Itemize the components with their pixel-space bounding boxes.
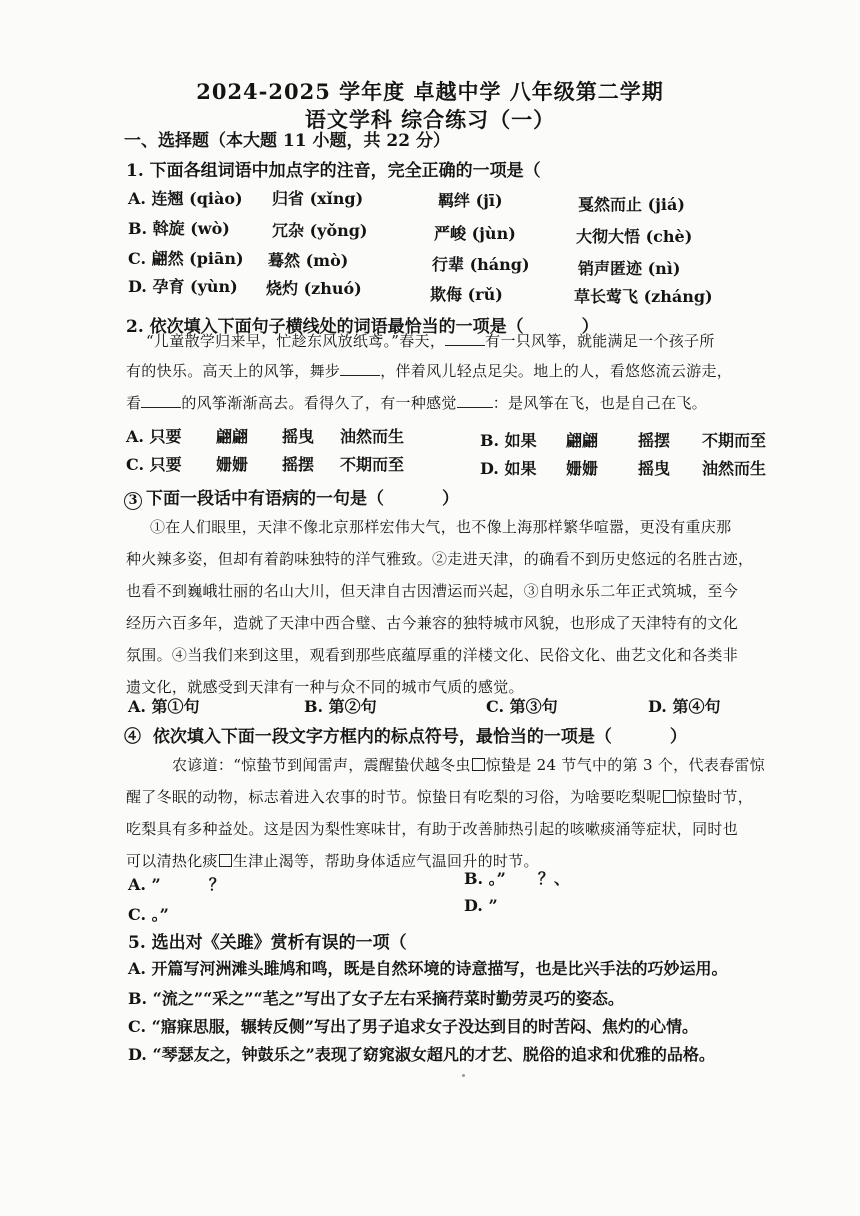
q1-option-d-4: 草长莺飞 (zháng) — [574, 287, 713, 306]
q3-passage-line5: 氛围。④当我们来到这里，观看到那些底蕴厚重的洋楼文化、民俗文化、曲艺文化和各类非 — [126, 646, 739, 664]
q5-option-d: D. “琴瑟友之，钟鼓乐之”表现了窈窕淑女超凡的才艺、脱俗的追求和优雅的品格。 — [128, 1045, 715, 1064]
fill-blank-2 — [340, 361, 380, 376]
q2-passage-seg5: 看 — [126, 394, 142, 412]
q3-passage-line2: 种火辣多姿，但却有着韵味独特的洋气雅致。②走进天津，的确看不到历史悠远的名胜古迹， — [126, 550, 754, 568]
fill-blank-4 — [457, 393, 493, 408]
q1-option-c-1: C. 翩然 (piān) — [128, 249, 244, 268]
q1-option-c-4: 销声匿迹 (nì) — [578, 259, 681, 278]
q5-option-a: A. 开篇写河洲滩头雎鸠和鸣，既是自然环境的诗意描写，也是比兴手法的巧妙运用。 — [128, 959, 728, 978]
q2-passage-line2 — [126, 360, 732, 381]
q2-d-w3: 摇曳 — [638, 459, 671, 478]
q5-option-b: B. “流之”“采之”“芼之”写出了女子左右采摘荇菜时勤劳灵巧的姿态。 — [128, 989, 624, 1008]
q1-option-b-3: 严峻 (jùn) — [434, 224, 516, 243]
q2-c-w2: 姗姗 — [216, 455, 249, 474]
q2-b-w2: 翩翩 — [566, 431, 599, 450]
q2-stem-text: 2. 依次填入下面句子横线处的词语最恰当的一项是（ — [126, 317, 524, 337]
q2-a-w3: 摇曳 — [282, 427, 315, 446]
q2-passage-seg3: 有的快乐。高天上的风筝，舞步 — [126, 362, 341, 380]
q3-stem-text: 下面一段话中有语病的一句是（ — [146, 489, 384, 509]
q1-stem: 1. 下面各组词语中加点字的注音，完全正确的一项是（ — [126, 161, 541, 181]
q2-option-b — [480, 428, 766, 451]
q1-option-a-3: 羁绊 (jī) — [438, 191, 503, 210]
q2-stem-close: ） — [581, 317, 599, 337]
q2-a-w2: 翩翩 — [216, 427, 249, 446]
q2-b-w1: B. 如果 — [480, 431, 537, 450]
q2-a-w1: A. 只要 — [126, 427, 182, 446]
q4-stem-text: 依次填入下面一段文字方框内的标点符号，最恰当的一项是（ — [152, 727, 612, 747]
punct-box-1 — [472, 758, 485, 771]
q4-option-b: B. 。” ？、 — [464, 869, 570, 888]
q4-seg6: 生津止渴等，帮助身体适应气温回升的时节。 — [232, 852, 539, 870]
q4-seg4: 惊蛰时节， — [676, 788, 754, 806]
q4-option-d: D. ” — [464, 896, 498, 915]
q2-a-w4: 油然而生 — [340, 427, 405, 446]
q1-option-a-2: 归省 (xǐng) — [272, 189, 364, 208]
punct-box-2 — [663, 790, 676, 803]
q2-d-w2: 姗姗 — [566, 459, 599, 478]
q2-c-w1: C. 只要 — [126, 455, 182, 474]
q1-option-d-3: 欺侮 (rǔ) — [430, 285, 503, 304]
q2-passage-seg6: 的风筝渐渐高去。看得久了，有一种感觉 — [181, 394, 457, 412]
q3-option-d: D. 第④句 — [648, 697, 721, 716]
q3-option-a: A. 第①句 — [128, 697, 200, 716]
q5-option-c: C. “寤寐思服，辗转反侧”写出了男子追求女子没达到目的时苦闷、焦灼的心情。 — [128, 1017, 699, 1036]
section-heading: 一、选择题（本大题 11 小题，共 22 分） — [124, 131, 450, 151]
q4-passage-line1 — [172, 754, 765, 775]
q1-option-d-2: 烧灼 (zhuó) — [266, 279, 362, 298]
q3-option-b: B. 第②句 — [304, 697, 377, 716]
q2-option-c — [126, 452, 404, 475]
punct-box-3 — [219, 854, 232, 867]
exam-title-line1: 2024-2025 学年度 卓越中学 八年级第二学期 — [196, 79, 664, 104]
q3-number-circled: 3 — [124, 492, 142, 510]
q3-passage-line4: 经历六百多年，造就了天津中西合璧、古今兼容的独特城市风貌，也形成了天津特有的文化 — [126, 614, 739, 632]
q3-stem — [124, 484, 459, 510]
q1-option-b-4: 大彻大悟 (chè) — [576, 227, 693, 246]
q3-stem-close: ） — [442, 489, 459, 509]
q4-option-a: A. ” ？ — [128, 875, 225, 894]
q2-c-w4: 不期而至 — [340, 455, 405, 474]
q4-passage-line3: 吃梨具有多种益处。这是因为梨性寒味甘，有助于改善肺热引起的咳嗽痰涌等症状，同时也 — [126, 820, 739, 838]
q2-passage-line1 — [146, 330, 715, 351]
q5-stem: 5. 选出对《关雎》赏析有误的一项（ — [128, 933, 407, 953]
q1-option-c-3: 行辈 (háng) — [432, 255, 530, 274]
q1-option-a-1: A. 连翘 (qiào) — [128, 189, 243, 208]
fill-blank-1 — [445, 331, 485, 346]
q2-passage-line3 — [126, 392, 707, 413]
q2-passage-seg4: ，伴着风儿轻点足尖。地上的人，看悠悠流云游走， — [380, 362, 733, 380]
q4-stem — [124, 722, 687, 747]
q4-seg1: 农谚道：“惊蛰节到闻雷声，震醒蛰伏越冬虫 — [172, 756, 471, 774]
q1-option-c-2: 蓦然 (mò) — [268, 251, 349, 270]
q1-option-a-4: 戛然而止 (jiá) — [578, 195, 685, 214]
q2-passage-seg7: ：是风筝在飞，也是自己在飞。 — [492, 394, 707, 412]
q3-passage-line1: ①在人们眼里，天津不像北京那样宏伟大气，也不像上海那样繁华喧嚣，更没有重庆那 — [150, 518, 732, 536]
q2-d-w4: 油然而生 — [702, 459, 767, 478]
q4-number-circled: ④ — [124, 727, 141, 747]
q4-seg5: 可以清热化痰 — [126, 852, 218, 870]
q4-option-c: C. 。” — [128, 905, 169, 924]
q2-b-w3: 摇摆 — [638, 431, 671, 450]
q2-c-w3: 摇摆 — [282, 455, 315, 474]
q1-option-b-2: 冗杂 (yǒng) — [272, 221, 368, 240]
q2-option-a — [126, 424, 404, 447]
q4-stem-close: ） — [669, 727, 687, 747]
q1-option-d-1: D. 孕育 (yùn) — [128, 277, 238, 296]
q3-option-c: C. 第③句 — [486, 697, 558, 716]
q1-option-b-1: B. 斡旋 (wò) — [128, 219, 230, 238]
q4-seg2: 惊蛰是 24 节气中的第 3 个，代表春雷惊 — [485, 756, 765, 774]
q2-option-d — [480, 456, 766, 479]
q2-passage-seg1: “儿童散学归来早，忙趁东风放纸鸢。”春天， — [146, 332, 446, 350]
q2-b-w4: 不期而至 — [702, 431, 767, 450]
exam-title-line2: 语文学科 综合练习（一） — [304, 107, 556, 132]
q2-passage-seg2: 有一只风筝，就能满足一个孩子所 — [485, 332, 715, 350]
q3-passage-line3: 也看不到巍峨壮丽的名山大川，但天津自古因漕运而兴起，③自明永乐二年正式筑城，至今 — [126, 582, 739, 600]
fill-blank-3 — [141, 393, 181, 408]
q3-passage-line6: 遗文化，就感受到天津有一种与众不同的城市气质的感觉。 — [126, 678, 524, 696]
q4-passage-line2 — [126, 786, 753, 807]
scan-speck — [462, 1074, 465, 1077]
q2-d-w1: D. 如果 — [480, 459, 537, 478]
q4-seg3: 醒了冬眠的动物，标志着进入农事的时节。惊蛰日有吃梨的习俗，为啥要吃梨呢 — [126, 788, 662, 806]
